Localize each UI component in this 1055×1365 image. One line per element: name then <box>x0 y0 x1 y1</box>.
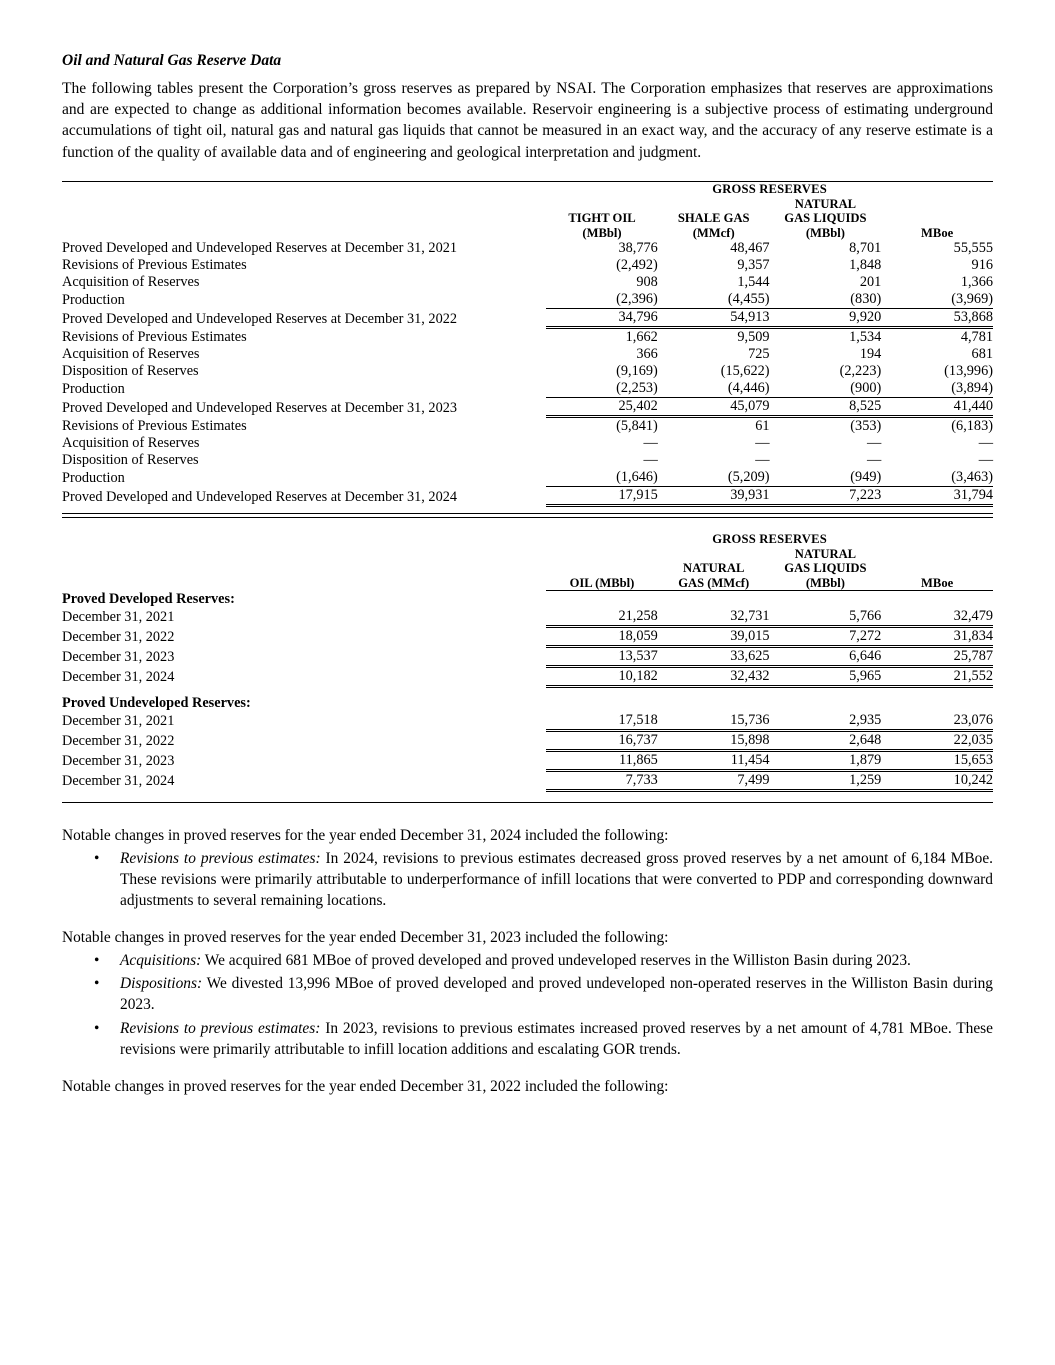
table1-col0-l1: TIGHT OIL <box>568 211 636 226</box>
table2-col3 <box>881 547 993 591</box>
row-label: Acquisition of Reserves <box>62 435 200 452</box>
cell-value: — <box>755 452 770 469</box>
table2-col2 <box>770 547 882 591</box>
cell-value: 16,737 <box>546 730 658 750</box>
list-item: • Dispositions: We divested 13,996 MBoe of proved developed and proved undeveloped non-operated reserves in the Williston Basin during 2023. <box>62 973 993 1015</box>
note-block <box>62 927 993 1060</box>
table1-body <box>62 240 993 506</box>
cell-value: 7,223 <box>770 487 882 506</box>
cell-value: 1,259 <box>770 770 882 790</box>
cell-value: (2,253) <box>546 380 658 398</box>
row-label: Production <box>62 380 125 397</box>
table-row <box>62 274 993 291</box>
cell-value: 32,479 <box>881 608 993 627</box>
cell-value: 31,834 <box>881 626 993 646</box>
intro-paragraph: The following tables present the Corporation’s gross reserves as prepared by NSAI. The Corporation emphasizes that reserves are approximations and are expected to change as additional information becomes available. Reservoir engineering is a subjective process of estimating underground accumulations of tight oil, natural gas and natural gas liquids that cannot be measured in an exact way, and the accuracy of any reserve estimate is a function of the quality of available data and of engineering and geological interpretation and judgment. <box>62 80 993 161</box>
bullet-term: Revisions to previous estimates: <box>120 1019 321 1037</box>
row-label: Revisions of Previous Estimates <box>62 329 247 346</box>
cell-value: (353) <box>850 418 882 435</box>
table-row <box>62 608 993 627</box>
table1-col1-l2: (MMcf) <box>692 225 735 240</box>
cell-value: — <box>866 452 882 469</box>
cell-value: 38,776 <box>618 240 658 257</box>
table1-col2 <box>770 197 882 240</box>
page-title: Oil and Natural Gas Reserve Data <box>62 52 282 69</box>
cell-empty <box>770 591 882 608</box>
row-label: Revisions of Previous Estimates <box>62 257 247 274</box>
table2-col0 <box>546 547 658 591</box>
cell-value: 55,555 <box>953 240 993 257</box>
row-label: December 31, 2024 <box>62 773 175 790</box>
row-label: Acquisition of Reserves <box>62 274 200 291</box>
cell-empty <box>770 695 882 712</box>
row-label: Proved Developed and Undeveloped Reserves at December 31, 2023 <box>62 399 458 416</box>
cell-value: 908 <box>636 274 658 291</box>
cell-value: 9,357 <box>737 257 770 274</box>
table1-col2-l1: NATURAL <box>794 196 857 211</box>
row-label: Proved Developed and Undeveloped Reserves at December 31, 2022 <box>62 310 458 327</box>
cell-value: — <box>866 435 882 452</box>
table1-col0-l2: (MBbl) <box>582 225 622 240</box>
table2-col2-l1: NATURAL <box>794 546 857 561</box>
row-label: Proved Developed and Undeveloped Reserves at December 31, 2021 <box>62 240 458 257</box>
table1-col2-l2: GAS LIQUIDS <box>784 211 867 226</box>
section-header-row <box>62 591 993 608</box>
cell-value: 366 <box>636 346 658 363</box>
cell-value: (3,463) <box>881 469 993 487</box>
row-spacer <box>62 686 993 695</box>
cell-value: 1,879 <box>770 750 882 770</box>
cell-value: 7,499 <box>658 770 770 790</box>
cell-value: (4,446) <box>658 380 770 398</box>
cell-value: 22,035 <box>881 730 993 750</box>
cell-value: (830) <box>770 291 882 309</box>
cell-value: 13,537 <box>546 646 658 666</box>
cell-value: (6,183) <box>951 418 993 435</box>
list-item: • Revisions to previous estimates: In 2024, revisions to previous estimates decreased gross proved reserves by a net amount of 6,184 MBoe. These revisions were primarily attributable to underperformance of infill locations that were converted to PDP and corresponding downward adjustments to several remaining locations. <box>62 848 993 911</box>
cell-value: 9,509 <box>737 329 770 346</box>
cell-value: 2,935 <box>770 712 882 731</box>
note-block <box>62 825 993 911</box>
note-lead: Notable changes in proved reserves for the year ended December 31, 2023 included the following: <box>62 929 669 947</box>
cell-value: 4,781 <box>960 329 993 346</box>
table-row <box>62 469 993 487</box>
cell-value: 15,736 <box>658 712 770 731</box>
cell-value: 41,440 <box>881 398 993 417</box>
cell-value: 15,653 <box>881 750 993 770</box>
cell-value: — <box>643 435 658 452</box>
table1-group-header: GROSS RESERVES <box>712 181 827 196</box>
table1-head <box>62 182 993 240</box>
cell-value: 17,915 <box>546 487 658 506</box>
table-row <box>62 398 993 417</box>
note-block <box>62 1076 993 1097</box>
table-row <box>62 328 993 347</box>
cell-value: (2,396) <box>546 291 658 309</box>
cell-value: (949) <box>770 469 882 487</box>
cell-value: 33,625 <box>658 646 770 666</box>
table-row <box>62 346 993 363</box>
cell-value: (3,894) <box>881 380 993 398</box>
cell-value: 18,059 <box>546 626 658 646</box>
cell-value: (900) <box>770 380 882 398</box>
row-label: Disposition of Reserves <box>62 452 199 469</box>
cell-value: 32,432 <box>658 666 770 686</box>
cell-value: 6,646 <box>770 646 882 666</box>
cell-empty <box>658 591 770 608</box>
cell-value: 10,242 <box>881 770 993 790</box>
cell-value: 1,534 <box>849 329 882 346</box>
cell-value: 61 <box>755 418 770 435</box>
cell-value: 8,701 <box>849 240 882 257</box>
section-header-row <box>62 695 993 712</box>
table1-col1 <box>658 197 770 240</box>
list-item: • Acquisitions: We acquired 681 MBoe of proved developed and proved undeveloped reserves in the Williston Basin during 2023. <box>62 950 993 971</box>
table-row <box>62 417 993 436</box>
cell-value: (13,996) <box>944 363 993 380</box>
notes-section <box>62 825 993 1097</box>
cell-value: 53,868 <box>881 309 993 328</box>
table2-group-header: GROSS RESERVES <box>712 531 827 546</box>
table-row <box>62 770 993 790</box>
row-label: December 31, 2023 <box>62 649 175 666</box>
cell-value: 201 <box>859 274 882 291</box>
cell-value: 21,258 <box>546 608 658 627</box>
cell-value: 916 <box>971 257 993 274</box>
note-bullet-list <box>62 950 993 1059</box>
cell-value: 1,366 <box>960 274 993 291</box>
cell-empty <box>881 695 993 712</box>
section-title: Proved Undeveloped Reserves: <box>62 694 251 711</box>
cell-value: 194 <box>859 346 882 363</box>
row-label: December 31, 2024 <box>62 669 175 686</box>
table2-col1 <box>658 547 770 591</box>
table-row <box>62 626 993 646</box>
cell-empty <box>546 591 658 608</box>
row-label: Proved Developed and Undeveloped Reserves at December 31, 2024 <box>62 488 458 505</box>
cell-value: 39,015 <box>658 626 770 646</box>
cell-value: 9,920 <box>770 309 882 328</box>
cell-value: 10,182 <box>546 666 658 686</box>
cell-empty <box>881 591 993 608</box>
cell-value: 7,733 <box>546 770 658 790</box>
table1-col2-l3: (MBbl) <box>805 225 845 240</box>
cell-value: 32,731 <box>658 608 770 627</box>
cell-value: (3,969) <box>881 291 993 309</box>
table2-head <box>62 532 993 591</box>
row-label: December 31, 2021 <box>62 713 175 730</box>
cell-value: (5,209) <box>658 469 770 487</box>
table1-col0-line1 <box>546 197 658 240</box>
cell-value: 25,402 <box>546 398 658 417</box>
cell-value: 17,518 <box>546 712 658 731</box>
cell-empty <box>658 695 770 712</box>
table2-col0-l1: OIL (MBbl) <box>569 575 635 590</box>
table-row <box>62 380 993 398</box>
cell-value: (1,646) <box>546 469 658 487</box>
row-label: December 31, 2022 <box>62 629 175 646</box>
note-lead: Notable changes in proved reserves for the year ended December 31, 2022 included the following: <box>62 1077 669 1095</box>
cell-value: (9,169) <box>616 363 658 380</box>
cell-value: 8,525 <box>770 398 882 417</box>
table-row <box>62 487 993 506</box>
cell-value: (2,223) <box>839 363 882 380</box>
table1-col1-l1: SHALE GAS <box>677 211 750 226</box>
cell-value: (5,841) <box>616 418 658 435</box>
proved-reserves-detail-table <box>62 532 993 792</box>
note-lead: Notable changes in proved reserves for the year ended December 31, 2024 included the following: <box>62 826 669 844</box>
row-label: Production <box>62 469 125 486</box>
cell-value: 48,467 <box>730 240 770 257</box>
cell-value: 15,898 <box>658 730 770 750</box>
cell-value: 1,544 <box>737 274 770 291</box>
cell-value: 11,865 <box>546 750 658 770</box>
cell-value: — <box>643 452 658 469</box>
cell-value: 45,079 <box>658 398 770 417</box>
cell-value: — <box>978 435 993 452</box>
table-row <box>62 257 993 274</box>
table2-col1-l1: NATURAL <box>683 561 745 576</box>
section-title: Proved Developed Reserves: <box>62 590 235 607</box>
cell-value: 21,552 <box>881 666 993 686</box>
row-label: Revisions of Previous Estimates <box>62 418 247 435</box>
cell-value: 34,796 <box>546 309 658 328</box>
table2-col3-l1: MBoe <box>921 575 954 590</box>
cell-value: 25,787 <box>881 646 993 666</box>
table-row <box>62 712 993 731</box>
table-row <box>62 730 993 750</box>
cell-value: (2,492) <box>616 257 658 274</box>
table-row <box>62 452 993 469</box>
table-row <box>62 291 993 309</box>
cell-value: 7,272 <box>770 626 882 646</box>
table2-bottom-rule <box>62 802 993 803</box>
cell-value: 5,965 <box>770 666 882 686</box>
bullet-term: Dispositions: <box>120 975 203 993</box>
cell-value: 1,848 <box>849 257 882 274</box>
cell-value: 5,766 <box>770 608 882 627</box>
cell-value: 725 <box>748 346 770 363</box>
cell-value: 23,076 <box>881 712 993 731</box>
cell-value: 31,794 <box>881 487 993 506</box>
row-label: Production <box>62 291 125 308</box>
cell-value: 54,913 <box>658 309 770 328</box>
cell-value: 1,662 <box>625 329 658 346</box>
gross-reserves-continuity-table <box>62 182 993 507</box>
row-label: December 31, 2021 <box>62 609 175 626</box>
table-row <box>62 646 993 666</box>
table2-col1-l2: GAS (MMcf) <box>678 575 750 590</box>
cell-empty <box>546 695 658 712</box>
table-row <box>62 363 993 380</box>
row-label: December 31, 2022 <box>62 733 175 750</box>
row-label: December 31, 2023 <box>62 753 175 770</box>
cell-value: 2,648 <box>770 730 882 750</box>
table2-col2-l2: GAS LIQUIDS <box>784 561 867 576</box>
table-row <box>62 309 993 328</box>
cell-value: (4,455) <box>658 291 770 309</box>
bullet-term: Acquisitions: <box>120 952 202 970</box>
table-row <box>62 666 993 686</box>
cell-value: — <box>755 435 770 452</box>
cell-value: 681 <box>971 346 993 363</box>
table-row <box>62 750 993 770</box>
table1-col3 <box>881 197 993 240</box>
cell-value: (15,622) <box>720 363 770 380</box>
note-bullet-list <box>62 848 993 911</box>
row-label: Disposition of Reserves <box>62 363 199 380</box>
cell-value: 11,454 <box>658 750 770 770</box>
table2-body <box>62 591 993 791</box>
table2-col2-l3: (MBbl) <box>805 575 845 590</box>
cell-value: 39,931 <box>658 487 770 506</box>
list-item: • Revisions to previous estimates: In 2023, revisions to previous estimates increased proved reserves by a net amount of 4,781 MBoe. These revisions were primarily attributable to infill location additions and escalating GOR trends. <box>62 1018 993 1060</box>
cell-value: — <box>978 452 993 469</box>
table1-col3-l1: MBoe <box>921 225 954 240</box>
row-label: Acquisition of Reserves <box>62 346 200 363</box>
table-row <box>62 435 993 452</box>
bullet-term: Revisions to previous estimates: <box>120 849 321 867</box>
table-row <box>62 240 993 257</box>
